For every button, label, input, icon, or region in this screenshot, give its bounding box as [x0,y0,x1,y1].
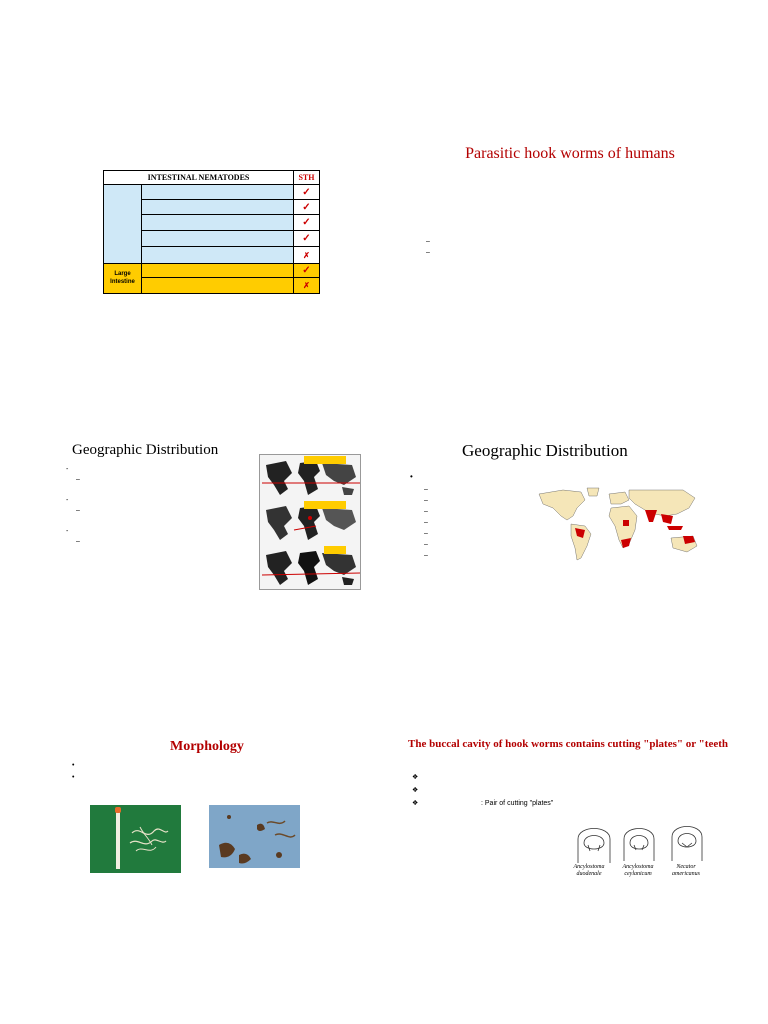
worms-with-match-photo [90,805,181,873]
bullet: - [66,466,69,473]
cross-icon: ✗ [294,278,319,293]
slide6-title: The buccal cavity of hook worms contains cutting "plates" or "teeth [408,738,728,750]
slide3-title: Geographic Distribution [72,442,219,458]
check-icon: ✓ [294,185,319,200]
bullet: – [424,541,428,548]
table-row [142,278,294,293]
hookworm-world-map [533,486,706,564]
colour-world-map [533,486,706,564]
bullet: – [424,519,428,526]
table-row [142,264,294,278]
bullet: – [424,486,428,493]
large-intestine-label: Large Intestine [104,264,142,293]
sth-header: STH [294,171,319,185]
microscope-photo-drawing [209,805,300,868]
distribution-maps-image [259,454,361,590]
check-icon: ✓ [294,231,319,247]
table-header: INTESTINAL NEMATODES [104,171,294,185]
diamond-bullet-icon: ❖ [412,787,419,794]
bullet: - [66,528,69,535]
bw-world-maps [260,455,361,590]
slide4-title: Geographic Distribution [462,441,628,460]
species-label: Necator americanus [672,864,700,877]
bullet: – [426,249,430,256]
species-label: Ancylostoma duodenale [573,864,605,877]
bullet: – [424,508,428,515]
check-icon: ✓ [294,200,319,215]
table-row [142,231,294,247]
bullet: - [66,497,69,504]
table-row [142,247,294,264]
bullet: – [424,497,428,504]
bullet: • [72,774,75,781]
cutting-plates-text: : Pair of cutting "plates" [481,800,554,807]
table-row [142,200,294,215]
check-icon: ✓ [294,215,319,231]
bullet: – [76,538,80,545]
bullet: – [424,552,428,559]
bullet: • [410,472,413,481]
bullet: – [76,507,80,514]
check-icon: ✓ [294,264,319,278]
species-label: Ancylostoma ceylanicum [622,864,654,877]
intestinal-nematodes-table [103,170,320,294]
cross-icon: ✗ [294,247,319,264]
bullet: – [426,238,430,245]
worms-photo-drawing [90,805,181,873]
diamond-bullet-icon: ❖ [412,774,419,781]
diamond-bullet-icon: ❖ [412,800,419,807]
table-row [142,185,294,200]
buccal-cavity-drawings [572,821,708,865]
table-row [142,215,294,231]
bullet: • [72,762,75,769]
small-intestine-cell [104,185,142,264]
slide2-title: Parasitic hook worms of humans [465,145,675,162]
slide5-title: Morphology [170,739,244,754]
buccal-cavity-svg [572,821,708,865]
worm-microscope-photo [209,805,300,868]
bullet: – [76,476,80,483]
bullet: – [424,530,428,537]
